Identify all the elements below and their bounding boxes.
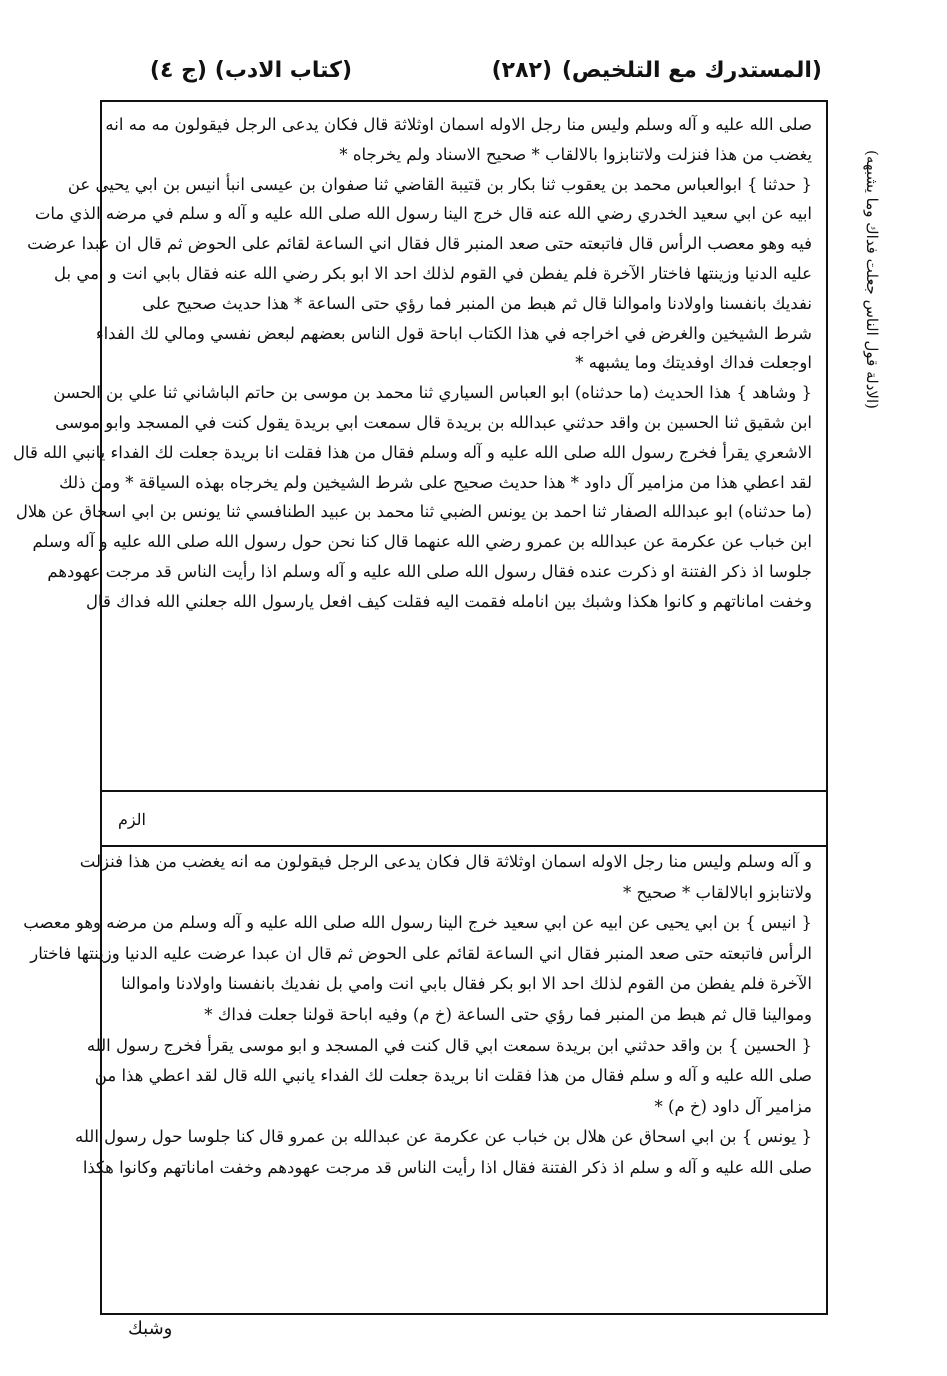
page-header xyxy=(105,58,822,98)
page-number: (٢٨٢) xyxy=(491,58,552,83)
text-line: صلى الله عليه و آله و سلم فقال من هذا فقلت انا بريدة جعلت لك الفداء يانبي الله قال لقد اعطي هذا من xyxy=(94,1066,812,1086)
text-line: شرط الشيخين والغرض في اخراجه في هذا الكتاب اباحة قول الناس بعضهم لبعض نفسي ومالي لك الفداء xyxy=(95,323,812,343)
section-title: (كتاب الادب) xyxy=(214,58,352,83)
text-line: فيه وهو معصب الرأس قال فاتبعته حتى صعد المنبر قال فقال اني الساعة لقائم على الحوض ثم قال ان عبدا عرضت xyxy=(27,234,812,254)
text-line: { انيس } بن ابي يحيى عن ابيه عن ابي سعيد خرج الينا رسول الله صلى الله عليه و آله وسلم من مرضه وهو معصب xyxy=(23,913,812,933)
text-line: جلوسا اذ ذكر الفتنة او ذكرت عنده فقال رسول الله صلى الله عليه و آله وسلم اذا رأيت الناس قد مرجت عهودهم xyxy=(47,561,812,581)
summary-text xyxy=(23,847,812,1184)
text-line: ابن خباب عن عكرمة عن عبدالله بن عمرو رضي الله عنهما قال كنا نحن حول رسول الله صلى الله عليه و آله وسلم xyxy=(32,532,812,552)
text-line: ابيه عن ابي سعيد الخدري رضي الله عنه قال خرج الينا رسول الله صلى الله عليه و آله و سلم في مرضه الذي مات xyxy=(34,204,812,224)
text-line: الآخرة فلم يفطن من القوم لذلك احد الا ابو بكر فقال بابي انت وامي بل نفديك بانفسنا واولادنا واموالنا xyxy=(120,974,812,994)
text-line: نفديك بانفسنا واولادنا واموالنا قال ثم هبط من المنبر فما رؤي حتى الساعة * هذا حديث صحيح على xyxy=(142,293,812,313)
text-line: و آله وسلم وليس منا رجل الاوله اسمان اوثلاثة قال فكان يدعى الرجل فيقولون مه انه يغضب من هذا فنزلت xyxy=(79,852,812,871)
text-line: وموالينا قال ثم هبط من المنبر فما رؤي حتى الساعة (خ م) وفيه اباحة قولنا جعلت فداك * xyxy=(204,1004,812,1024)
text-line: وخفت اماناتهم و كانوا هكذا وشبك بين انامله فقمت اليه فقلت كيف افعل يارسول الله جعلني الله فداك قال xyxy=(85,591,812,611)
text-line: ابن شقيق ثنا الحسين بن واقد حدثني عبدالله بن بريدة قال سمعت ابي بريدة يقول كنت في المسجد وابو موسى xyxy=(55,412,812,432)
catchword: وشبك xyxy=(128,1318,173,1339)
book-title: (المستدرك مع التلخيص) xyxy=(561,58,822,83)
text-line: { يونس } بن ابي اسحاق عن هلال بن خباب عن عكرمة عن عبدالله بن عمرو قال كنا جلوسا حول رسول الله xyxy=(75,1127,812,1147)
talkhis-label: الزم xyxy=(117,810,146,829)
divider-line xyxy=(102,790,826,792)
main-text xyxy=(12,110,812,617)
text-line: يغضب من هذا فنزلت ولاتنابزوا بالالقاب * صحيح الاسناد ولم يخرجاه * xyxy=(339,144,812,164)
text-line: { حدثنا } ابوالعباس محمد بن يعقوب ثنا بكار بن قتيبة القاضي ثنا صفوان بن عيسى انبأ انيس بن ابي يحيى عن xyxy=(67,174,812,194)
volume-number: (ج ٤) xyxy=(149,58,207,83)
text-frame xyxy=(12,100,828,1315)
text-line: صلى الله عليه و آله و سلم اذ ذكر الفتنة فقال اذا رأيت الناس قد مرجت عهودهم وخفت اماناتهم وكانوا هكذا xyxy=(82,1157,812,1177)
text-line: { الحسين } بن واقد حدثني ابن بريدة سمعت ابي قال كنت في المسجد و ابو موسى يقرأ فخرج رسول الله xyxy=(86,1035,812,1055)
text-line: صلى الله عليه و آله وسلم وليس منا رجل الاوله اسمان اوثلاثة قال فكان يدعى الرجل فيقولون مه مه انه xyxy=(105,115,812,134)
text-line: الرأس فاتبعته حتى صعد المنبر فقال اني الساعة لقائم على الحوض ثم قال ان عبدا عرضت عليه الدنيا وزينتها فاختار xyxy=(30,943,812,963)
text-line: (ما حدثناه) ابو عبدالله الصفار ثنا احمد بن يونس الضبي ثنا محمد بن عبيد الطنافسي ثنا يونس بن ابي اسحاق عن هلال xyxy=(15,502,812,522)
text-line: ولاتنابزو ابالالقاب * صحيح * xyxy=(623,882,812,902)
text-line: { وشاهد } هذا الحديث (ما حدثناه) ابو العباس السياري ثنا محمد بن موسى بن حاتم الباشاني ثنا علي بن الحسن xyxy=(53,383,812,403)
text-line: الاشعري يقرأ فخرج رسول الله صلى الله عليه و آله وسلم فقال من هذا فقلت انا بريدة جعلت لك الفداء يانبي الله قال xyxy=(12,442,812,462)
text-line: لقد اعطي هذا من مزامير آل داود * هذا حديث صحيح على شرط الشيخين ولم يخرجاه بهذه السياقة * ومن ذلك xyxy=(59,472,812,492)
text-line: اوجعلت فداك اوفديتك وما يشبهه * xyxy=(575,353,812,373)
text-line: عليه الدنيا وزينتها فاختار الآخرة فلم يفطن في القوم لذلك احد الا ابو بكر رضي الله عنه فقال بابي انت و امي بل xyxy=(54,263,812,283)
margin-note: (الادلة قول الناس جعلت فداك وما يشبهه) xyxy=(863,150,881,409)
text-line: مزامير آل داود (خ م) * xyxy=(654,1096,812,1116)
